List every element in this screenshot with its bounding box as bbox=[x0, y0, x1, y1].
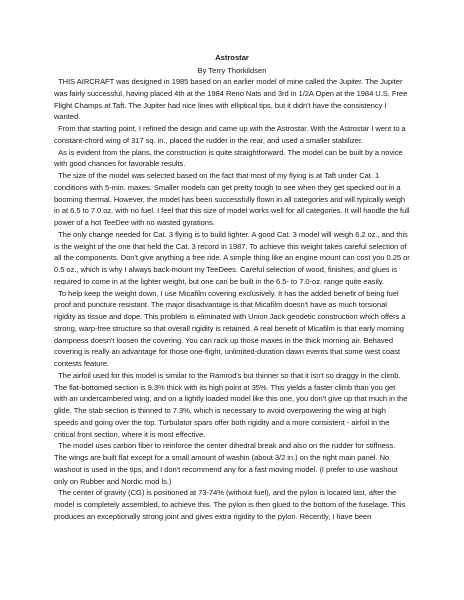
paragraph: The size of the model was selected based on the fact that most of my flying is at Taft under Cat. 1 conditions with 5-min. maxes. Smaller models can get pretty tough to see when they get specked out in a booming thermal. However, the model has been successfully flown in all categories and will typically weigh in at 6.5 to 7.0 oz. with no fuel. I feel that this size of model works well for all categories. It will handle the full power of a hot TeeDee with no wasted gyrations. bbox=[54, 171, 410, 227]
article-title: Astrostar bbox=[215, 53, 249, 62]
paragraph: The model uses carbon fiber to reinforce the center dihedral break and also on the rudder for stiffness. The wings are built flat except for a small amount of washin (about 3/2 in.) on the right main panel. No washout is used in the tips, and I don't recommend any for a fast moving model. (I prefer to use washout only on Rubber and Nordic mod ls.) bbox=[54, 441, 398, 486]
article-byline: By Terry Thorkildsen bbox=[197, 66, 267, 75]
paragraph: The airfoil used for this model is similar to the Ramrod's but thinner so that it isn't so draggy in the climb. The flat-bottomed section is 9.3% thick with its high point at 35%. This yields a faster climb than you get with an undercambered wing, and on a lightly loaded model like this one, you don't give up that much in the glide. The stab section is thinned to 7.3%, which is necessary to avoid overpowering the wing at high speeds and going over the top. Turbulator spars offer both rigidity and a more consistent - airfoil in the critical front section, where it is most effective. bbox=[54, 370, 408, 439]
paragraph: The only change needed for Cat. 3 flying is to build lighter. A good Cat. 3 model will weigh 6.2 oz., and this is the weight of the one that held the Cat. 3 record in 1987. To achieve this weight takes careful selection of all the components. Don't give anything a free ride. A simple thing like an engine mount can cost you 0.25 or 0.5 oz., which is why I always back-mount my TeeDees. Careful selection of wood, finishes, and glues is required to come in at the lighter weight, but one can be built in the 6.5- to 7.0-oz. range quite easily. bbox=[54, 229, 410, 286]
paragraph: To help keep the weight down, I use Micafilm covering exclusively. It has the added benefit of being fuel proof and puncture resistant. The major disadvantage is that Micafilm doesn't have as much torsional rigidity as tissue and dope. This problem is eliminated with Union Jack geodetic construction which offers a strong, warp-free structure so that overall rigidity is retained. A real benefit of Micafilm is that early morning dampness doesn't loosen the covering. You can rack up those maxes in the thick morning air. Behaved covering is really an advantage for those one-flight, unlimited-duration dawn events that some west coast contests feature. bbox=[54, 288, 406, 368]
paragraph: THIS AIRCRAFT was designed in 1985 based on an earlier model of mine called the Jupiter. The Jupiter was fairly successful, having placed 4th at the 1984 Reno Nats and 3rd in 1/2A Open at the 1984 U.S. Free Flight Champs at Taft. The Jupiter had nice lines with elliptical tips, but it didn't have the consistency I wanted. bbox=[54, 77, 408, 122]
article-body bbox=[54, 76, 410, 523]
paragraph: The center of gravity (CG) is positioned at 73-74% (without fuel), and the pylon is located last, after the model is completely assembled, to achieve this. The pylon is then glued to the bottom of the fuselage. This produces an exceptionally strong joint and gives extra rigidity to the pylon. Recently, I have been bbox=[54, 488, 406, 521]
paragraph: From that starting point, I refined the design and came up with the Astrostar. With the Astrostar I went to a constant-chord wing of 317 sq. in., placed the rudder in the rear, and used a smaller stabilizer. bbox=[54, 124, 406, 145]
paragraph: As is evident from the plans, the construction is quite straightforward. The model can be built by a novice with good chances for favorable results. bbox=[54, 147, 403, 169]
